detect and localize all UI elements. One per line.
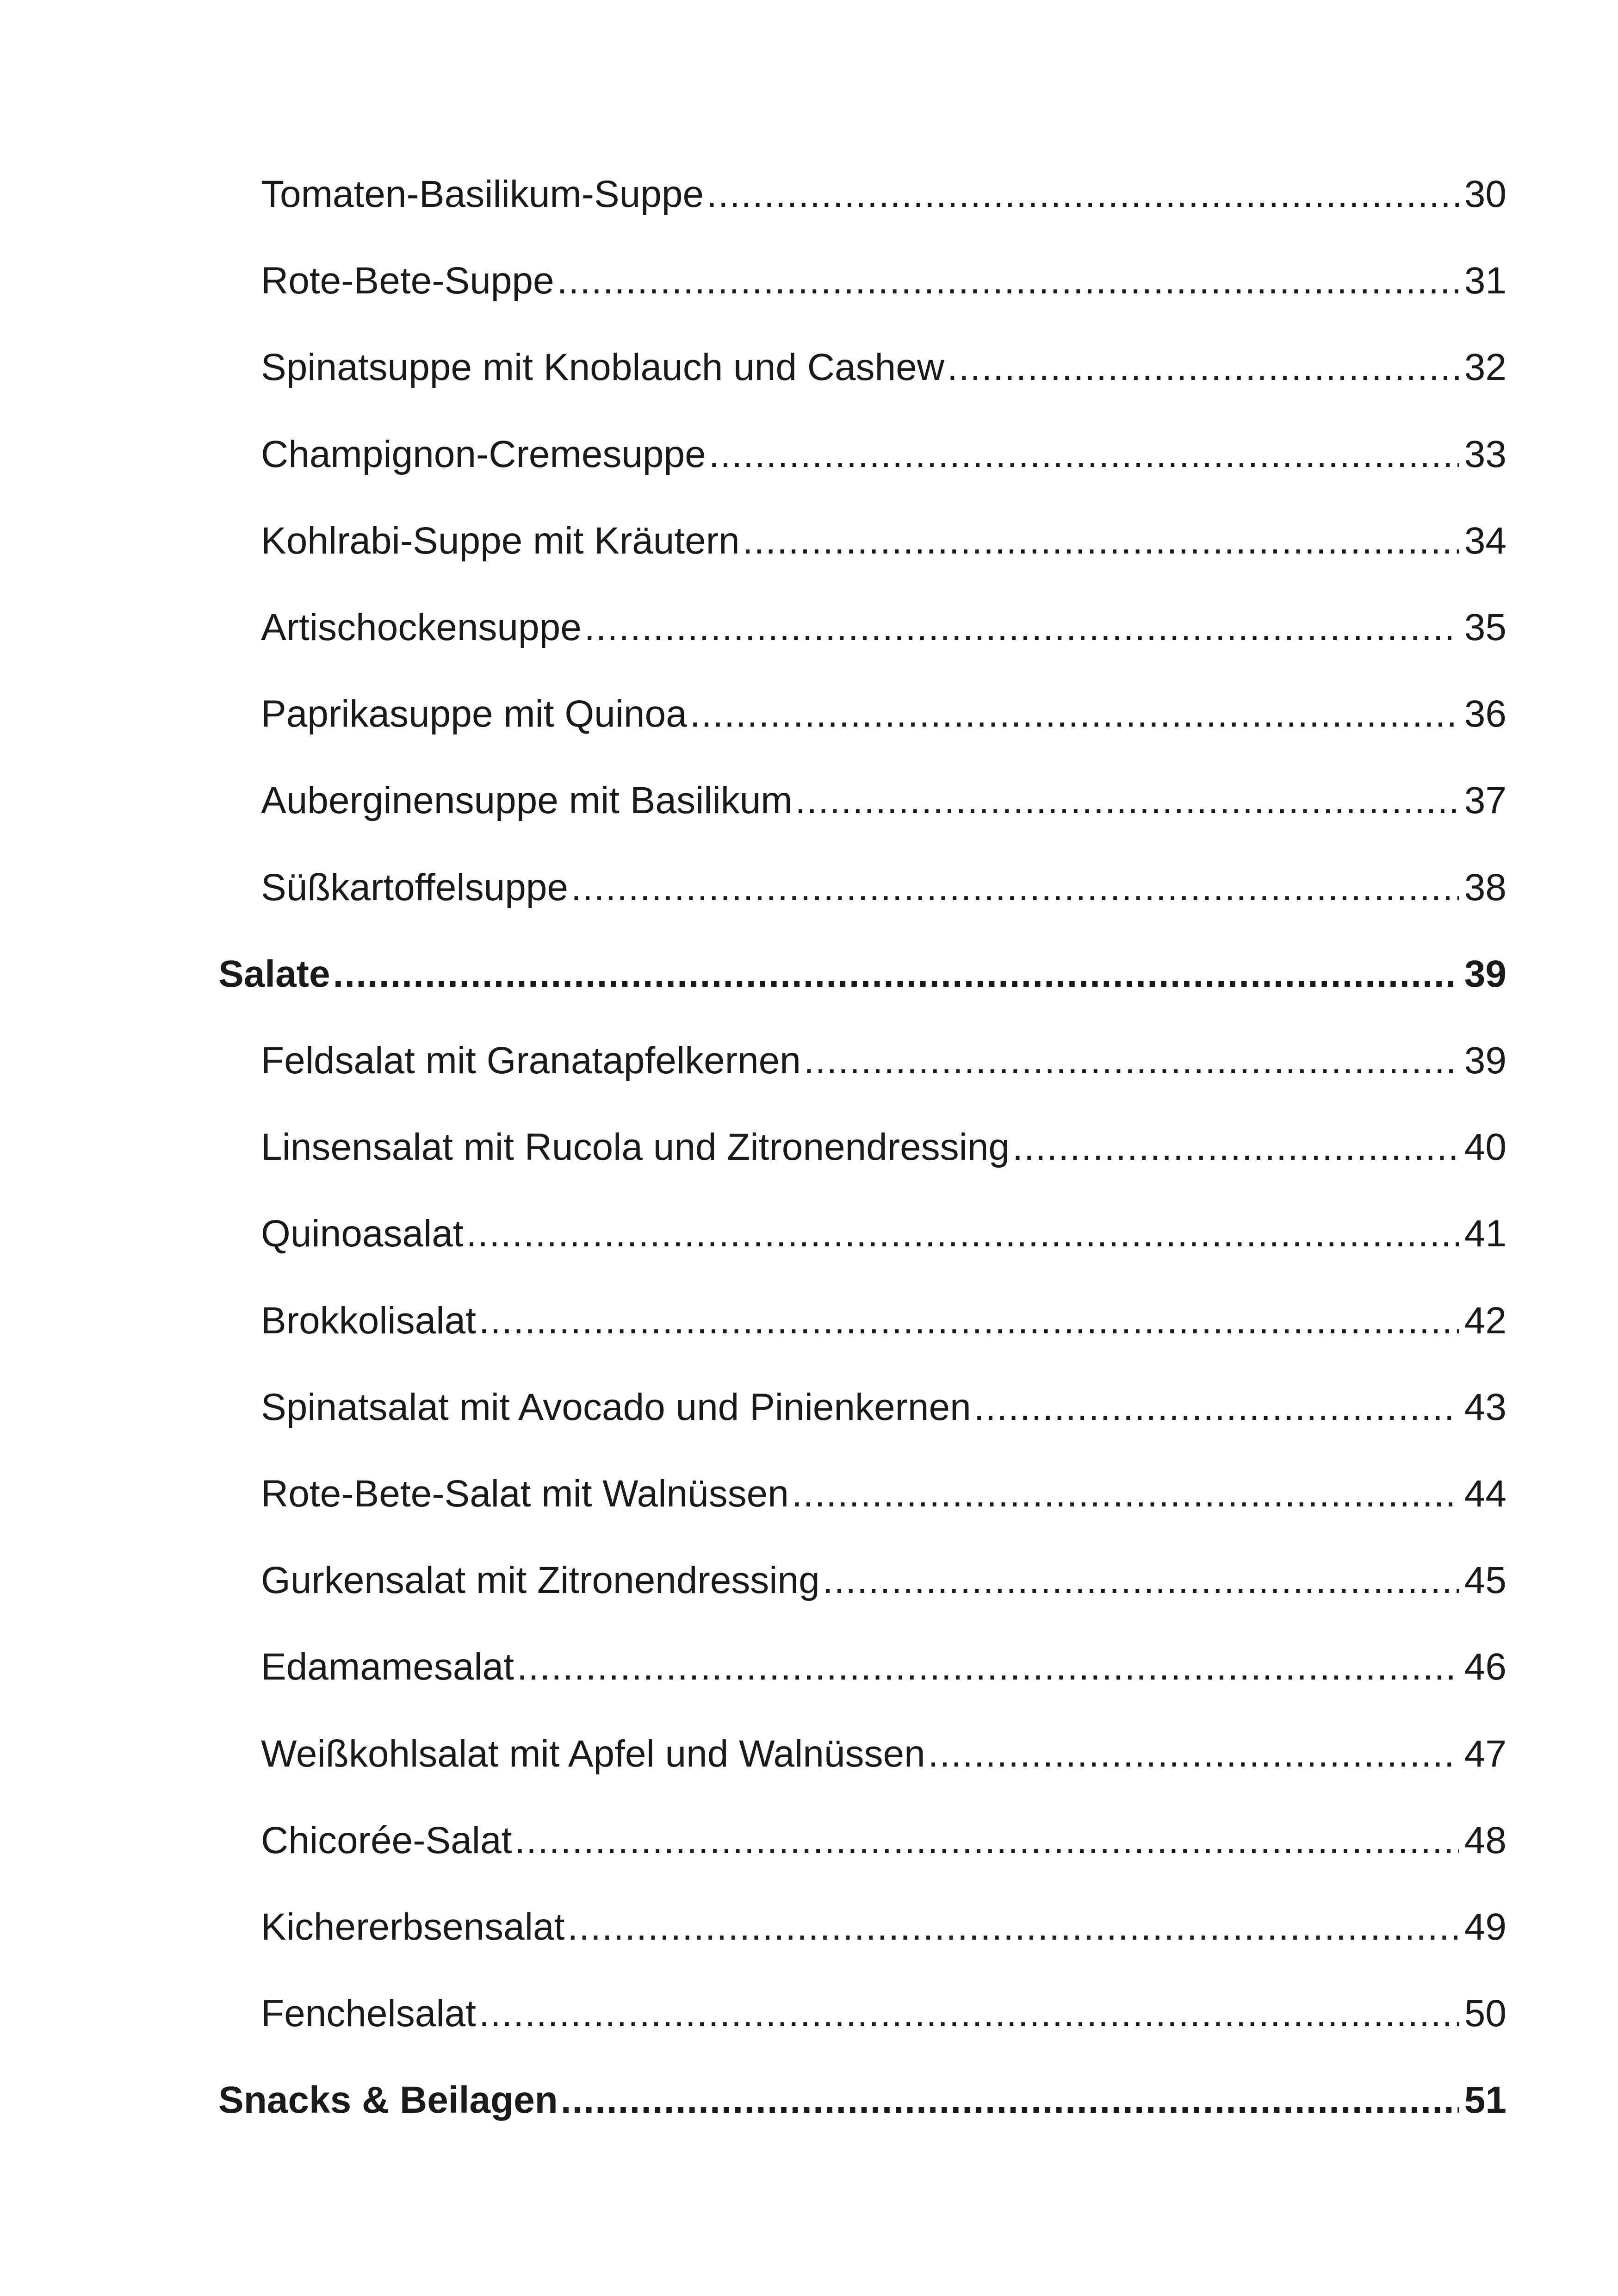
toc-dot-leader [947, 337, 1459, 398]
toc-entry-page: 33 [1464, 433, 1506, 475]
toc-entry-title: Rote-Bete-Salat mit Walnüssen [261, 1473, 789, 1515]
toc-dot-leader [707, 164, 1459, 224]
toc-entry-page: 47 [1464, 1733, 1506, 1775]
toc-entry[interactable] [261, 1550, 1506, 1611]
toc-entry[interactable] [261, 1984, 1506, 2044]
toc-entry[interactable] [261, 424, 1506, 485]
toc-dot-leader [333, 944, 1459, 1004]
toc-entry[interactable] [261, 164, 1506, 224]
toc-entry-page: 41 [1464, 1213, 1506, 1255]
toc-entry[interactable] [261, 684, 1506, 744]
toc-dot-leader [823, 1550, 1459, 1611]
toc-entry-page: 39 [1464, 1039, 1506, 1082]
toc-entry[interactable] [261, 337, 1506, 398]
toc-entry-page: 38 [1464, 866, 1506, 908]
toc-section-heading[interactable] [218, 2070, 1506, 2130]
toc-dot-leader [466, 1204, 1459, 1264]
toc-entry-title: Süßkartoffelsuppe [261, 866, 569, 908]
toc-entry-page: 45 [1464, 1559, 1506, 1601]
toc-dot-leader [571, 858, 1459, 918]
toc-dot-leader [557, 251, 1459, 311]
toc-entry-page: 31 [1464, 260, 1506, 302]
toc-dot-leader [743, 511, 1459, 571]
toc-entry-page: 36 [1464, 693, 1506, 735]
toc-entry-title: Tomaten-Basilikum-Suppe [261, 173, 704, 215]
toc-entry-title: Gurkensalat mit Zitronendressing [261, 1559, 820, 1601]
toc-dot-leader [974, 1377, 1459, 1437]
toc-entry-page: 44 [1464, 1473, 1506, 1515]
toc-entry-title: Feldsalat mit Granatapfelkernen [261, 1039, 801, 1082]
toc-entry[interactable] [261, 1811, 1506, 1871]
toc-dot-leader [567, 1897, 1458, 1957]
toc-entry[interactable] [261, 771, 1506, 831]
toc-entry-page: 37 [1464, 779, 1506, 821]
toc-entry-title: Auberginensuppe mit Basilikum [261, 779, 793, 821]
toc-entry[interactable] [261, 1637, 1506, 1697]
toc-entry-title: Rote-Bete-Suppe [261, 260, 554, 302]
toc-entry[interactable] [261, 1117, 1506, 1177]
toc-dot-leader [517, 1637, 1459, 1697]
toc-dot-leader [792, 1464, 1459, 1524]
toc-entry-page: 50 [1464, 1992, 1506, 2035]
toc-entry[interactable] [261, 858, 1506, 918]
toc-entry-title: Snacks & Beilagen [218, 2079, 558, 2121]
toc-entry-title: Champignon-Cremesuppe [261, 433, 706, 475]
toc-dot-leader [479, 1984, 1459, 2044]
toc-entry-page: 34 [1464, 520, 1506, 562]
toc-entry-page: 43 [1464, 1386, 1506, 1428]
toc-entry-title: Kohlrabi-Suppe mit Kräutern [261, 520, 740, 562]
toc-entry-page: 42 [1464, 1300, 1506, 1342]
toc-dot-leader [1012, 1117, 1459, 1177]
toc-entry-title: Spinatsuppe mit Knoblauch und Cashew [261, 346, 944, 388]
toc-dot-leader [804, 1031, 1459, 1091]
toc-entry-title: Artischockensuppe [261, 606, 582, 648]
toc-entry-page: 48 [1464, 1819, 1506, 1861]
toc-entry-page: 49 [1464, 1906, 1506, 1948]
toc-entry-page: 51 [1464, 2079, 1506, 2121]
toc-dot-leader [561, 2070, 1459, 2130]
toc-dot-leader [584, 597, 1459, 658]
toc-entry[interactable] [261, 1464, 1506, 1524]
toc-entry[interactable] [261, 1204, 1506, 1264]
toc-dot-leader [928, 1724, 1459, 1784]
toc-dot-leader [479, 1291, 1459, 1351]
toc-entry-title: Brokkolisalat [261, 1300, 476, 1342]
toc-dot-leader [709, 424, 1459, 485]
toc-entry[interactable] [261, 1897, 1506, 1957]
toc-entry-title: Fenchelsalat [261, 1992, 476, 2035]
toc-entry-title: Spinatsalat mit Avocado und Pinienkernen [261, 1386, 971, 1428]
toc-entry-title: Quinoasalat [261, 1213, 464, 1255]
toc-entry-page: 30 [1464, 173, 1506, 215]
toc-entry-title: Chicorée-Salat [261, 1819, 512, 1861]
toc-entry[interactable] [261, 1724, 1506, 1784]
toc-entry-title: Weißkohlsalat mit Apfel und Walnüssen [261, 1733, 925, 1775]
toc-entry-page: 39 [1464, 953, 1506, 995]
toc-entry[interactable] [261, 597, 1506, 658]
toc-entry-page: 46 [1464, 1646, 1506, 1688]
toc-entry-page: 40 [1464, 1126, 1506, 1168]
toc-entry[interactable] [261, 511, 1506, 571]
toc-entry[interactable] [261, 1377, 1506, 1437]
toc-entry-page: 35 [1464, 606, 1506, 648]
toc-entry[interactable] [261, 251, 1506, 311]
toc-entry-page: 32 [1464, 346, 1506, 388]
toc-dot-leader [795, 771, 1459, 831]
toc-dot-leader [690, 684, 1459, 744]
toc-entry-title: Salate [218, 953, 330, 995]
toc-entry-title: Edamamesalat [261, 1646, 514, 1688]
toc-entry-title: Linsensalat mit Rucola und Zitronendressing [261, 1126, 1010, 1168]
toc-entry-title: Kichererbsensalat [261, 1906, 565, 1948]
toc-entry[interactable] [261, 1291, 1506, 1351]
toc-dot-leader [515, 1811, 1458, 1871]
toc-entry[interactable] [261, 1031, 1506, 1091]
toc-section-heading[interactable] [218, 944, 1506, 1004]
toc-entry-title: Paprikasuppe mit Quinoa [261, 693, 687, 735]
